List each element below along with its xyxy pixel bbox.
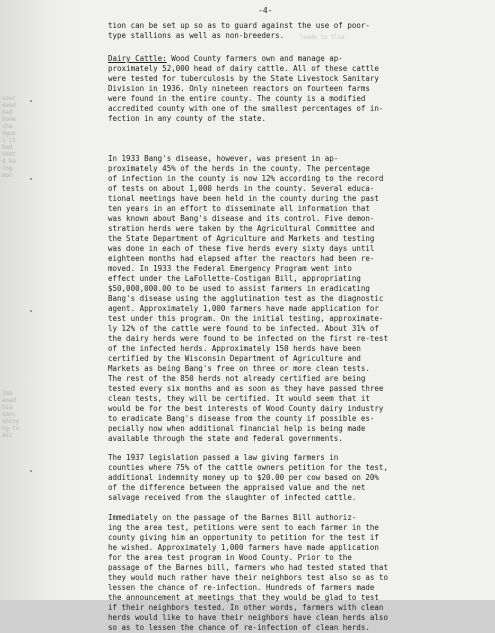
- bleedthrough-text-block: ima anad bsa sanc shing ng to asi: [2, 390, 20, 439]
- text-line: proximately 45% of the herds in the county. The percentage: [108, 164, 370, 173]
- text-line: agent. Approximately 1,000 farmers have made application for: [108, 304, 379, 313]
- text-line: the dairy herds were found to be infected on the first re-test: [108, 334, 388, 343]
- bleedthrough-text-block: leads to tlse: [300, 34, 345, 41]
- text-line: herds would like to have their neighbors have clean herds also: [108, 613, 388, 622]
- text-line: test under this program. On the initial testing, approximate-: [108, 314, 384, 323]
- bleedthrough-text-block: cour eved bad bone cha Ague i it bed bent d ba ing mon: [2, 95, 16, 179]
- text-line: fection in any county of the state.: [108, 114, 267, 123]
- text-line: of tests on about 1,000 herds in the county. Several educa-: [108, 184, 375, 193]
- text-line: salvage received from the slaughter of infected cattle.: [108, 493, 357, 502]
- text-line: for the area test program in Wood County. Prior to the: [108, 553, 352, 562]
- text-line: the State Department of Agriculture and Markets and testing: [108, 234, 375, 243]
- text-line: of the difference between the appraised value and the net: [108, 483, 366, 492]
- text-line: The rest of the 850 herds not already certified are being: [108, 374, 366, 383]
- text-line: of the infected herds. Approximately 150 herds have been: [108, 344, 361, 353]
- text-line: tional meetings have been held in the county during the past: [108, 194, 379, 203]
- text-line: The 1937 legislation passed a law giving farmers in: [108, 453, 339, 462]
- text-line: clean tests, they will be certified. It would seem that it: [108, 394, 370, 403]
- intro-paragraph: [108, 21, 370, 41]
- text-line: so as to lessen the chance of re-infection of clean herds.: [108, 623, 370, 632]
- text-line: were tested for tuberculosis by the State Livestock Sanitary: [108, 74, 379, 83]
- text-line: certified by the Wisconsin Department of Agriculture and: [108, 354, 361, 363]
- text-line: proximately 52,000 head of dairy cattle. All of these cattle: [108, 64, 379, 73]
- text-line: tion can be set up so as to guard against the use of poor-: [108, 21, 370, 30]
- text-line: pecially now when additional financial help is being made: [108, 424, 366, 433]
- text-line: the announcement at meetings that they would be glad to test: [108, 593, 379, 602]
- dairy-cattle-paragraph: [108, 54, 383, 124]
- text-line: additional indemnity money up to $20.00 per cow based on 20%: [108, 473, 379, 482]
- text-line: tested every six months and as soon as they have passed three: [108, 384, 384, 393]
- text-line: ing the area test, petitions were sent to each farmer in the: [108, 523, 379, 532]
- text-line: county giving him an opportunity to petition for the test if: [108, 533, 379, 542]
- text-line: passage of the Barnes bill, farmers who had tested stated that: [108, 563, 388, 572]
- text-line: type stallions as well as non-breeders.: [108, 31, 285, 40]
- margin-mark: [30, 310, 32, 312]
- text-line: moved. In 1933 the Federal Emergency Program went into: [108, 264, 352, 273]
- text-line: of infection in the county is now 12% according to the record: [108, 174, 384, 183]
- text-line: [108, 54, 383, 64]
- text-line: was done in each of these five herds every sixty days until: [108, 244, 375, 253]
- text-line: counties where 75% of the cattle owners petition for the test,: [108, 463, 388, 472]
- text-line: eighteen months had elapsed after the reactors had been re-: [108, 254, 375, 263]
- text-fragment: Wood County farmers own and manage ap-: [166, 54, 343, 63]
- bangs-disease-paragraph: [108, 154, 388, 444]
- text-line: available through the state and federal governments.: [108, 434, 343, 443]
- text-line: Bang's disease using the agglutination test as the diagnostic: [108, 294, 384, 303]
- text-line: ly 12% of the cattle were found to be infected. About 31% of: [108, 324, 379, 333]
- text-line: to eradicate Bang's disease from the county if possible es-: [108, 414, 375, 423]
- text-line: Division in 1936. Only nineteen reactors on fourteen farms: [108, 84, 370, 93]
- text-line: ten years in an effort to disseminate all information that: [108, 204, 370, 213]
- margin-mark: [30, 100, 32, 102]
- barnes-bill-paragraph: [108, 513, 388, 633]
- margin-mark: [30, 178, 32, 180]
- text-line: if their neighbors tested. In other words, farmers with clean: [108, 603, 384, 612]
- text-line: they would much rather have their neighbors test also so as to: [108, 573, 388, 582]
- text-line: accredited county with one of the smallest percentages of in-: [108, 104, 384, 113]
- page-margin-bleedthrough: [0, 0, 78, 600]
- page-number: -4-: [258, 6, 273, 15]
- text-line: lessen the chance of re-infection. Hundreds of farmers made: [108, 583, 375, 592]
- margin-mark: [30, 470, 32, 472]
- text-line: effect under the LaFollette-Costigan Bill, appropriating: [108, 274, 361, 283]
- text-line: would be for the best interests of Wood County dairy industry: [108, 404, 384, 413]
- text-line: were found in the entire county. The county is a modified: [108, 94, 366, 103]
- legislation-paragraph: [108, 453, 388, 503]
- text-line: stration herds were taken by the Agricultural Committee and: [108, 224, 375, 233]
- text-line: Markets as being Bang's free on three or more clean tests.: [108, 364, 370, 373]
- text-line: he wished. Approximately 1,000 farmers have made application: [108, 543, 379, 552]
- section-heading: Dairy Cattle:: [108, 54, 167, 63]
- text-line: In 1933 Bang's disease, however, was present in ap-: [108, 154, 339, 163]
- text-line: was known about Bang's disease and its control. Five demon-: [108, 214, 375, 223]
- text-line: $50,000,000.00 to be used to assist farmers in eradicating: [108, 284, 370, 293]
- text-line: Immediately on the passage of the Barnes Bill authoriz-: [108, 513, 357, 522]
